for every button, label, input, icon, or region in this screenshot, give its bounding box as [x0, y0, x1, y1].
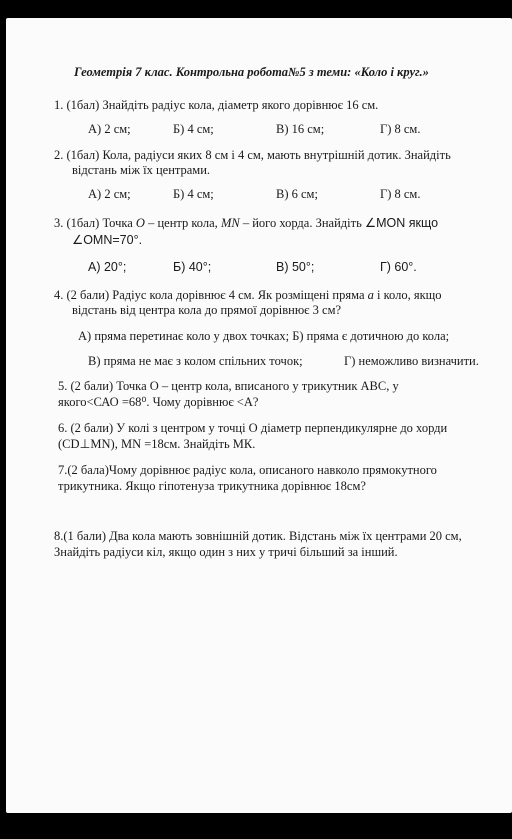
question-1-text: 1. (1бал) Знайдіть радіус кола, діаметр якого дорівнює 16 см.	[54, 98, 379, 112]
question-6-line1: 6. (2 бали) У колі з центром у точці О діаметр перпендикулярне до хорди	[58, 421, 448, 435]
question-8-line1: 8.(1 бали) Два кола мають зовнішній дотик. Відстань між їх центрами 20 см,	[54, 529, 462, 543]
top-black-bar	[0, 0, 512, 18]
q2-option-v: В) 6 см;	[276, 187, 318, 201]
question-3-line1: 3. (1бал) Точка O – центр кола, MN – його хорда. Знайдіть ∠MON якщо	[54, 216, 439, 230]
bottom-black-bar	[0, 813, 512, 839]
question-6-line2: (CD⊥MN), MN =18см. Знайдіть МК.	[58, 437, 256, 451]
question-2-line2: відстань між їх центрами.	[72, 163, 211, 177]
q2-option-g: Г) 8 см.	[380, 187, 421, 201]
page-title: Геометрія 7 клас. Контрольна робота№5 з теми: «Коло і круг.»	[74, 65, 429, 79]
q3-option-b: Б) 40°;	[173, 260, 212, 274]
question-5-line1: 5. (2 бали) Точка О – центр кола, вписаного у трикутник АВС, у	[58, 379, 399, 393]
q4-option-g: Г) неможливо визначити.	[344, 354, 479, 368]
question-3-line2: ∠OMN=70°.	[72, 233, 143, 247]
q3-option-g: Г) 60°.	[380, 260, 417, 274]
q4-option-a-b: А) пряма перетинає коло у двох точках; Б) пряма є дотичною до кола;	[78, 329, 450, 343]
q1-option-a: А) 2 см;	[88, 122, 131, 136]
question-7-line1: 7.(2 бала)Чому дорівнює радіус кола, описаного навколо прямокутного	[58, 463, 437, 477]
q1-option-b: Б) 4 см;	[173, 122, 214, 136]
q3-option-v: В) 50°;	[276, 260, 315, 274]
q3-option-a: А) 20°;	[88, 260, 127, 274]
q4-option-v: В) пряма не має з колом спільних точок;	[88, 354, 303, 368]
question-8-line2: Знайдіть радіуси кіл, якщо один з них у тричі більший за інший.	[54, 545, 398, 559]
question-4-line2: відстань від центра кола до прямої дорівнює 3 см?	[72, 303, 342, 317]
worksheet-page	[6, 18, 512, 813]
q1-option-g: Г) 8 см.	[380, 122, 421, 136]
question-4-line1: 4. (2 бали) Радіус кола дорівнює 4 см. Як розміщені пряма a і коло, якщо	[54, 288, 442, 302]
q2-option-a: А) 2 см;	[88, 187, 131, 201]
q1-option-v: В) 16 см;	[276, 122, 325, 136]
question-5-line2: якого<САО =68⁰. Чому дорівнює <А?	[58, 395, 259, 409]
q2-option-b: Б) 4 см;	[173, 187, 214, 201]
question-2-line1: 2. (1бал) Кола, радіуси яких 8 см і 4 см, мають внутрішній дотик. Знайдіть	[54, 148, 451, 162]
question-7-line2: трикутника. Якщо гіпотенуза трикутника дорівнює 18см?	[58, 479, 366, 493]
